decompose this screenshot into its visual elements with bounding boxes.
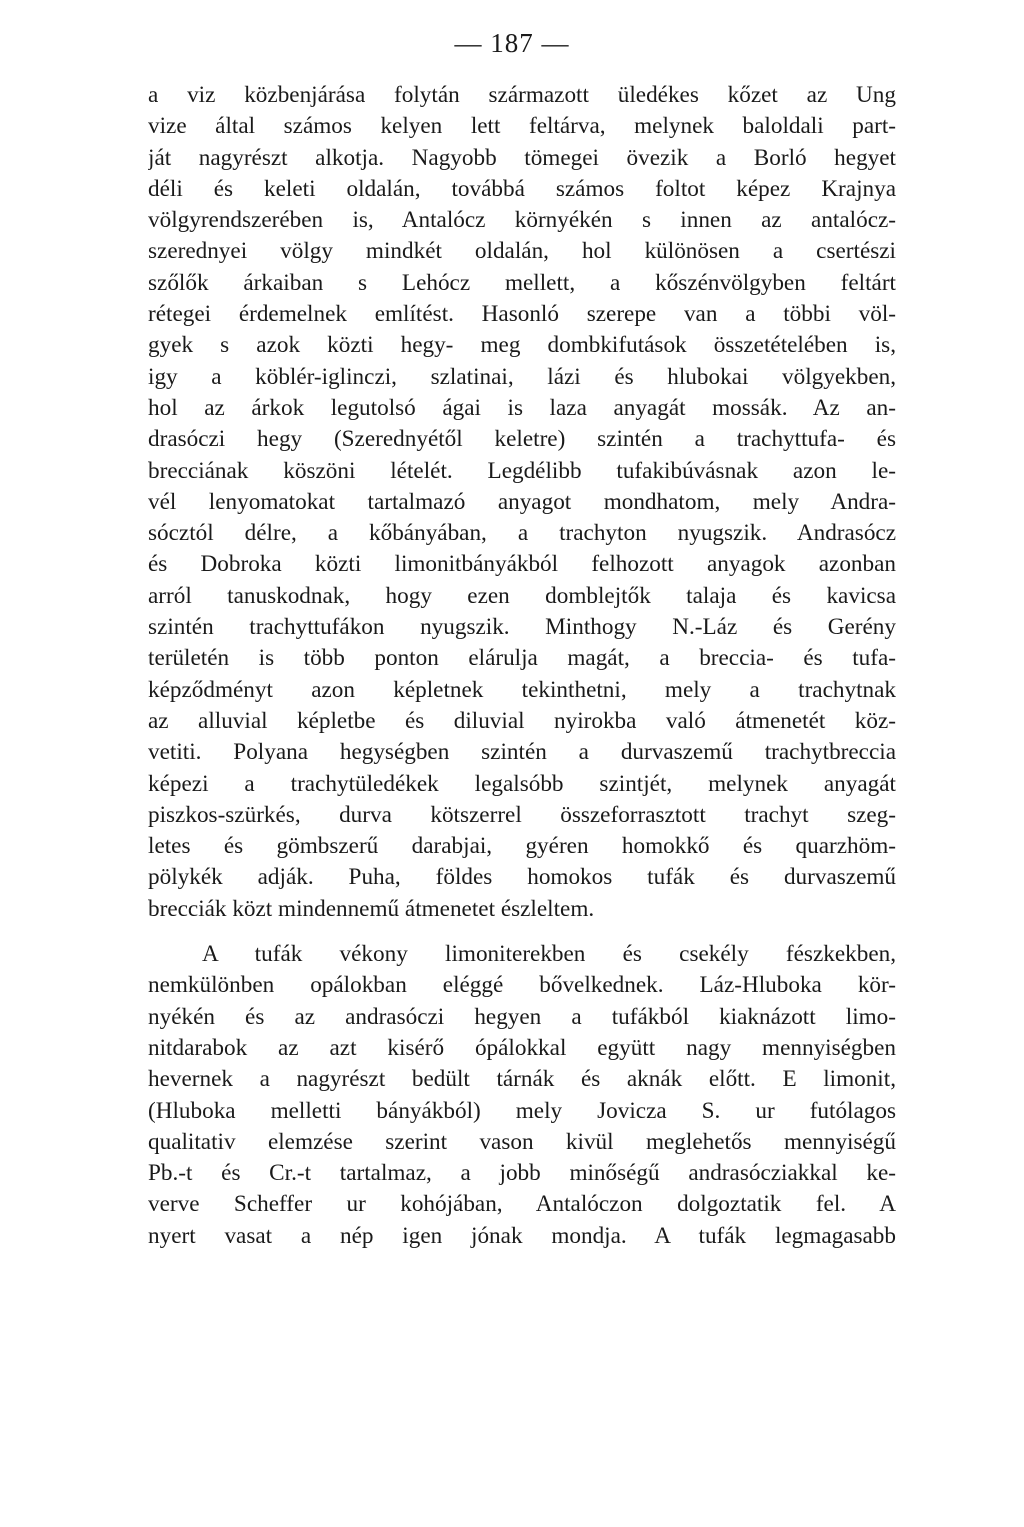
body-text (148, 80, 896, 1252)
text-line: völgyrendszerében is, Antalócz környékén s innen az antalócz- (148, 207, 896, 234)
text-line: szőlők árkaiban s Lehócz mellett, a kőszénvölgyben feltárt (148, 269, 896, 296)
text-line: vize által számos kelyen lett feltárva, melynek baloldali part- (148, 113, 896, 140)
text-line: képződményt azon képletnek tekinthetni, mely a trachytnak (148, 676, 896, 703)
text-line: vél lenyomatokat tartalmazó anyagot mondhatom, mely Andra- (148, 488, 896, 515)
text-line: az alluvial képletbe és diluvial nyirokba való átmenetét köz- (148, 707, 896, 734)
text-line: arról tanuskodnak, hogy ezen domblejtők talaja és kavicsa (148, 582, 896, 609)
text-line: verve Scheffer ur kohójában, Antalóczon dolgoztatik fel. A (148, 1191, 896, 1218)
text-line: sócztól délre, a kőbányában, a trachyton nyugszik. Andrasócz (148, 520, 896, 547)
text-line: gyek s azok közti hegy- meg dombkifutások összetételében is, (148, 332, 896, 359)
text-line: pölykék adják. Puha, földes homokos tufák és durvaszemű (148, 864, 896, 891)
paragraph-1 (148, 80, 896, 925)
text-line: területén is több ponton elárulja magát, a breccia- és tufa- (148, 645, 896, 672)
text-line: vetiti. Polyana hegységben szintén a durvaszemű trachytbreccia (148, 739, 896, 766)
text-line: ját nagyrészt alkotja. Nagyobb tömegei övezik a Borló hegyet (148, 144, 896, 171)
text-line: letes és gömbszerű darabjai, gyéren homokkő és quarzhöm- (148, 833, 896, 860)
text-line: déli és keleti oldalán, továbbá számos foltot képez Krajnya (148, 175, 896, 202)
paragraph-2 (148, 939, 896, 1252)
text-line: drasóczi hegy (Szerednyétől keletre) szintén a trachyttufa- és (148, 426, 896, 453)
text-line: nitdarabok az azt kisérő ópálokkal együtt nagy mennyiségben (148, 1034, 896, 1061)
text-line: piszkos-szürkés, durva kötszerrel összeforrasztott trachyt szeg- (148, 801, 896, 828)
paragraph-gap (148, 925, 896, 939)
text-line: szintén trachyttufákon nyugszik. Minthogy N.-Láz és Gerény (148, 614, 896, 641)
text-line: nemkülönben opálokban eléggé bővelkednek. Láz-Hluboka kör- (148, 972, 896, 999)
text-line: a viz közbenjárása folytán származott üledékes kőzet az Ung (148, 82, 896, 108)
text-line: rétegei érdemelnek említést. Hasonló szerepe van a többi völ- (148, 301, 896, 328)
text-line: nyékén és az andrasóczi hegyen a tufákból kiaknázott limo- (148, 1003, 896, 1030)
text-line: nyert vasat a nép igen jónak mondja. A tufák legmagasabb (148, 1222, 896, 1249)
text-line: Pb.-t és Cr.-t tartalmaz, a jobb minőségű andrasócziakkal ke- (148, 1160, 896, 1187)
text-line: (Hluboka melletti bányákból) mely Jovicza S. ur futólagos (148, 1097, 896, 1124)
page-number-header: — 187 — (454, 28, 570, 58)
text-line: szerednyei völgy mindkét oldalán, hol különösen a csertészi (148, 238, 896, 265)
text-line: hol az árkok legutolsó ágai is laza anyagát mossák. Az an- (148, 394, 896, 421)
text-line: qualitativ elemzése szerint vason kivül meglehetős mennyiségű (148, 1128, 896, 1155)
text-line: brecciának köszöni lételét. Legdélibb tufakibúvásnak azon le- (148, 457, 896, 484)
text-line: igy a köblér-iglinczi, szlatinai, lázi és hlubokai völgyekben, (148, 363, 896, 390)
text-line: brecciák közt mindennemű átmenetet észleltem. (148, 895, 595, 922)
text-line: hevernek a nagyrészt bedült tárnák és aknák előtt. E limonit, (148, 1066, 896, 1093)
text-line: képezi a trachytüledékek legalsóbb szintjét, melynek anyagát (148, 770, 896, 797)
text-line: és Dobroka közti limonitbányákból felhozott anyagok azonban (148, 551, 896, 578)
text-line: A tufák vékony limoniterekben és csekély fészkekben, (202, 941, 896, 968)
